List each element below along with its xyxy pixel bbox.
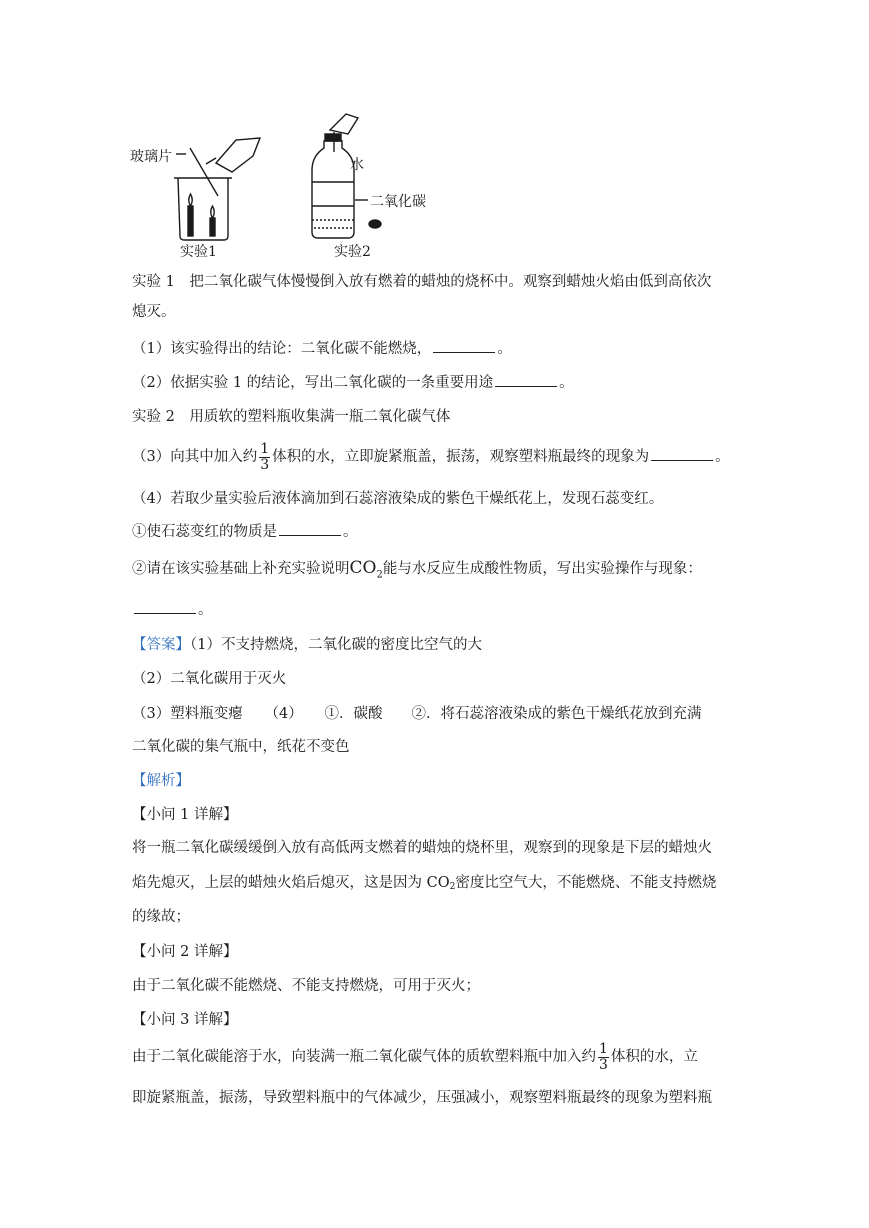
period: 。 <box>559 375 574 391</box>
co2-subscript: 2 <box>449 882 456 892</box>
subquestion-1-line-2a: 焰先熄灭，上层的蜡烛火焰后熄灭，这是因为 CO <box>132 875 450 891</box>
subquestion-3-heading: 【小问 3 详解】 <box>132 1012 238 1028</box>
question-3-text-b: 体积的水，立即旋紧瓶盖，振荡，观察塑料瓶最终的现象为 <box>272 449 650 465</box>
answer-blank <box>279 522 341 536</box>
subquestion-2-heading: 【小问 2 详解】 <box>132 944 238 960</box>
answer-1-text: （1）不支持燃烧，二氧化碳的密度比空气的大 <box>190 637 482 653</box>
caption-experiment-1: 实验1 <box>180 244 217 260</box>
question-1-text: （1）该实验得出的结论：二氧化碳不能燃烧， <box>132 341 432 357</box>
subquestion-3-line-1b: 体积的水，立 <box>610 1049 698 1065</box>
question-4-part-2 <box>132 558 702 585</box>
co2-formula-main: CO <box>349 558 377 578</box>
question-4-part-1-text: ①使石蕊变红的物质是 <box>132 524 277 540</box>
answer-1 <box>132 635 482 655</box>
fraction-numerator: 1 <box>599 1040 608 1057</box>
glass-slide-label: 玻璃片 <box>130 149 172 165</box>
question-4-part-2-pre: ②请在该实验基础上补充实验说明 <box>132 561 350 577</box>
subquestion-3-line-2: 即旋紧瓶盖，振荡，导致塑料瓶中的气体减少，压强减小，观察塑料瓶最终的现象为塑料瓶 <box>132 1090 712 1106</box>
co2-label: 二氧化碳 <box>370 194 426 210</box>
subquestion-2-line-1: 由于二氧化碳不能燃烧、不能支持燃烧，可用于灭火； <box>132 978 480 994</box>
period: 。 <box>343 524 358 540</box>
question-4-part-2-post: 能与水反应生成酸性物质，写出实验操作与现象： <box>382 561 702 577</box>
period: 。 <box>198 602 213 618</box>
fraction-one-third <box>259 442 270 473</box>
subquestion-1-line-3: 的缘故； <box>132 909 190 925</box>
question-4: （4）若取少量实验后液体滴加到石蕊溶液染成的紫色干燥纸花上，发现石蕊变红。 <box>132 491 664 507</box>
water-label: 水 <box>350 157 364 173</box>
fraction-numerator: 1 <box>260 440 270 457</box>
beaker-drawing <box>174 138 260 240</box>
caption-experiment-2: 实验2 <box>334 244 371 260</box>
experiment-illustration <box>128 108 428 260</box>
question-2-text: （2）依据实验 1 的结论，写出二氧化碳的一条重要用途 <box>132 375 494 391</box>
answer-blank <box>495 373 557 387</box>
experiment-figure <box>128 108 428 260</box>
question-4-part-2-blank <box>132 600 213 620</box>
fraction-denominator: 3 <box>260 456 270 473</box>
answer-tag: 【答案】 <box>132 637 190 653</box>
period: 。 <box>497 341 512 357</box>
question-3 <box>132 440 730 474</box>
subquestion-3-line-1 <box>132 1040 698 1074</box>
co2-formula-sub: 2 <box>376 569 383 581</box>
subquestion-3-line-1a: 由于二氧化碳能溶于水，向装满一瓶二氧化碳气体的质软塑料瓶中加入约 <box>132 1049 596 1065</box>
subquestion-1-line-2b: 密度比空气大，不能燃烧、不能支持燃烧 <box>455 875 717 891</box>
question-4-part-1 <box>132 522 358 542</box>
experiment-1-description: 实验 1 把二氧化碳气体慢慢倒入放有燃着的蜡烛的烧杯中。观察到蜡烛火焰由低到高依次 <box>132 274 712 290</box>
answer-3: （3）塑料瓶变瘪 （4） ①．碳酸 ②．将石蕊溶液染成的紫色干燥纸花放到充满 <box>132 706 702 722</box>
question-2 <box>132 373 574 393</box>
subquestion-1-line-2 <box>132 873 716 897</box>
answer-blank <box>433 339 495 353</box>
co2-formula <box>349 558 383 581</box>
answer-blank <box>134 600 196 614</box>
period: 。 <box>715 449 730 465</box>
answer-3-cont: 二氧化碳的集气瓶中，纸花不变色 <box>132 739 350 755</box>
fraction-one-third <box>598 1042 609 1073</box>
answer-2: （2）二氧化碳用于灭火 <box>132 671 287 687</box>
analysis-tag: 【解析】 <box>132 773 190 789</box>
bottle-drawing <box>312 114 381 238</box>
question-3-text-a: （3）向其中加入约 <box>132 449 258 465</box>
question-1 <box>132 339 512 359</box>
experiment-2-description: 实验 2 用质软的塑料瓶收集满一瓶二氧化碳气体 <box>132 409 451 425</box>
subquestion-1-line-1: 将一瓶二氧化碳缓缓倒入放有高低两支燃着的蜡烛的烧杯里，观察到的现象是下层的蜡烛火 <box>132 840 712 856</box>
subquestion-1-heading: 【小问 1 详解】 <box>132 807 238 823</box>
answer-blank <box>651 447 713 461</box>
fraction-denominator: 3 <box>599 1056 608 1073</box>
experiment-1-description-cont: 熄灭。 <box>132 304 176 320</box>
